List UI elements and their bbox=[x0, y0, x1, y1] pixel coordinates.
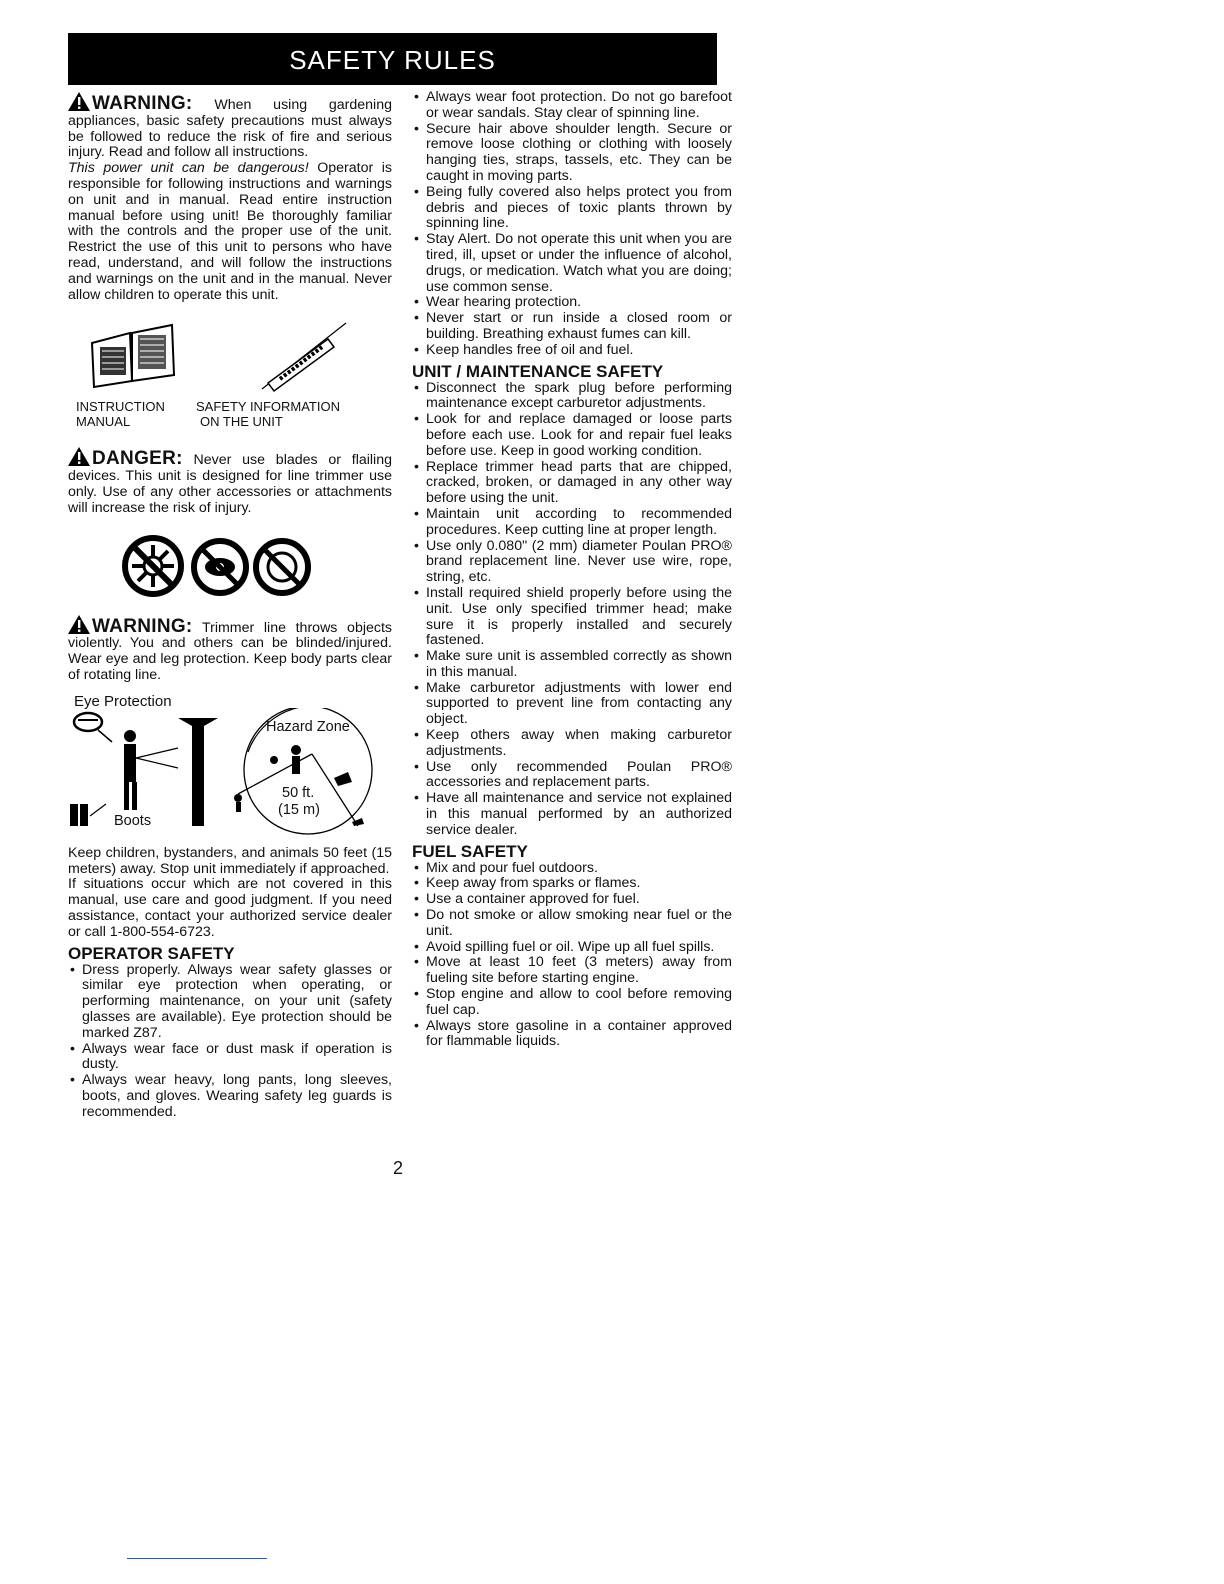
list-item: • Have all maintenance and service not explained in this manual performed by an authorized service dealer. bbox=[412, 791, 732, 838]
list-item: • Keep handles free of oil and fuel. bbox=[412, 343, 732, 359]
danger-text: Never use blades or flailing devices. This unit is designed for line trimmer use only. Use of any other accessories or attachments will increase the risk of injury. bbox=[68, 452, 392, 516]
list-item: • Do not smoke or allow smoking near fuel or the unit. bbox=[412, 908, 732, 940]
list-item: • Maintain unit according to recommended procedures. Keep cutting line at proper length. bbox=[412, 507, 732, 539]
boots-label: Boots bbox=[114, 812, 152, 829]
left-column bbox=[68, 92, 392, 1120]
bottom-rule bbox=[127, 1558, 267, 1559]
list-item: • Install required shield properly before using the unit. Use only specified trimmer head; make sure it is properly installed and securely fastened. bbox=[412, 586, 732, 649]
no-flail-icon bbox=[190, 537, 250, 597]
unit-caption-line1: SAFETY INFORMATION bbox=[196, 399, 340, 415]
fuel-safety-heading: FUEL SAFETY bbox=[412, 841, 528, 861]
list-item: • Make sure unit is assembled correctly as shown in this manual. bbox=[412, 649, 732, 681]
list-item: • Use only recommended Poulan PRO® accessories and replacement parts. bbox=[412, 760, 732, 792]
list-item: • Keep others away when making carburetor adjustments. bbox=[412, 728, 732, 760]
no-blade-icon bbox=[120, 533, 186, 599]
list-item: • Move at least 10 feet (3 meters) away from fueling site before starting engine. bbox=[412, 955, 732, 987]
list-item: • Always wear face or dust mask if operation is dusty. bbox=[68, 1042, 392, 1074]
distance-feet-label: 50 ft. bbox=[282, 784, 315, 801]
right-column bbox=[412, 90, 732, 1050]
unit-caption-line2: ON THE UNIT bbox=[200, 414, 283, 430]
eye-protection-label: Eye Protection bbox=[74, 692, 172, 710]
list-item: • Mix and pour fuel outdoors. bbox=[412, 861, 732, 877]
intro-paragraph bbox=[68, 161, 392, 303]
list-item: • Avoid spilling fuel or oil. Wipe up all fuel spills. bbox=[412, 940, 732, 956]
list-item: • Always wear heavy, long pants, long sleeves, boots, and gloves. Wearing safety leg guards is recommended. bbox=[68, 1073, 392, 1120]
warning-block-2 bbox=[68, 615, 392, 684]
safety-alert-triangle-icon bbox=[68, 92, 90, 111]
keep-away-paragraph: Keep children, bystanders, and animals 50 feet (15 meters) away. Stop unit immediately if approached. bbox=[68, 844, 392, 877]
list-item: • Being fully covered also helps protect you from debris and pieces of toxic plants thrown by spinning line. bbox=[412, 185, 732, 232]
maintenance-safety-heading: UNIT / MAINTENANCE SAFETY bbox=[412, 361, 664, 381]
list-item: • Stay Alert. Do not operate this unit when you are tired, ill, upset or under the influence of alcohol, drugs, or medication. Watch what you are doing; use common sense. bbox=[412, 232, 732, 295]
list-item: • Keep away from sparks or flames. bbox=[412, 876, 732, 892]
list-item: • Wear hearing protection. bbox=[412, 295, 732, 311]
warning-label: WARNING: bbox=[92, 93, 193, 114]
list-item: • Dress properly. Always wear safety glasses or similar eye protection when operating, or performing maintenance, on your unit (safety glasses are available). Eye protection should be marked Z87. bbox=[68, 963, 392, 1042]
list-item: • Secure hair above shoulder length. Secure or remove loose clothing or clothing with loosely hanging ties, straps, tassels, etc. They can be caught in moving parts. bbox=[412, 122, 732, 185]
operator-safety-list-continued bbox=[412, 90, 732, 359]
list-item: • Always wear foot protection. Do not go barefoot or wear sandals. Stay clear of spinning line. bbox=[412, 90, 732, 122]
page-number: 2 bbox=[393, 1158, 404, 1178]
warning-text: Trimmer line throws objects violently. You and others can be blinded/injured. Wear eye and leg protection. Keep body parts clear of rotating line. bbox=[68, 619, 393, 683]
no-disc-icon bbox=[252, 537, 312, 597]
list-item: • Look for and replace damaged or loose parts before each use. Look for and repair fuel leaks before use. Keep in good working condition. bbox=[412, 412, 732, 459]
manual-caption-line1: INSTRUCTION bbox=[76, 399, 165, 415]
danger-block bbox=[68, 447, 392, 516]
safety-decal-icon bbox=[258, 317, 358, 397]
fuel-safety-list bbox=[412, 861, 732, 1051]
list-item: • Use only 0.080" (2 mm) diameter Poulan PRO® brand replacement line. Never use wire, rope, string, etc. bbox=[412, 539, 732, 586]
list-item: • Make carburetor adjustments with lower end supported to prevent line from contacting any object. bbox=[412, 681, 732, 728]
distance-meters-label: (15 m) bbox=[278, 801, 320, 818]
safety-alert-triangle-icon bbox=[68, 447, 90, 466]
maintenance-safety-list bbox=[412, 381, 732, 839]
operator-safety-list bbox=[68, 963, 392, 1121]
safety-alert-triangle-icon bbox=[68, 615, 90, 634]
hazard-zone-label: Hazard Zone bbox=[266, 718, 350, 735]
figure-captions bbox=[68, 399, 392, 433]
list-item: • Always store gasoline in a container approved for flammable liquids. bbox=[412, 1019, 732, 1051]
figures-row bbox=[68, 317, 392, 399]
danger-label: DANGER: bbox=[92, 448, 183, 470]
operator-safety-heading: OPERATOR SAFETY bbox=[68, 943, 235, 963]
intro-emphasis: This power unit can be dangerous! bbox=[68, 160, 309, 177]
intro-text: Operator is responsible for following instructions and warnings on unit and in manual. Read entire instruction manual before using unit! Be thoroughly familiar with the controls and the proper use of the unit. Restrict the use of this unit to persons who have read, understand, and will follow the instructions and warnings on the unit and in the manual. Never allow children to operate this unit. bbox=[68, 160, 392, 303]
hazard-zone-figure bbox=[68, 690, 392, 838]
situations-paragraph: If situations occur which are not covered in this manual, use care and good judgment. If you need assistance, contact your authorized service dealer or call 1-800-554-6723. bbox=[68, 876, 392, 940]
list-item: • Disconnect the spark plug before performing maintenance except carburetor adjustments. bbox=[412, 381, 732, 413]
page-title: SAFETY RULES bbox=[68, 33, 717, 85]
warning-text: When using gardening appliances, basic safety precautions must always be followed to reduce the risk of fire and serious injury. Read and follow all instructions. bbox=[68, 97, 392, 161]
list-item: • Replace trimmer head parts that are chipped, cracked, broken, or damaged in any other way before using the unit. bbox=[412, 460, 732, 507]
prohibited-attachments bbox=[68, 529, 392, 609]
manual-caption-line2: MANUAL bbox=[76, 414, 131, 430]
instruction-manual-icon bbox=[88, 321, 178, 391]
warning-label: WARNING: bbox=[92, 615, 193, 637]
list-item: • Use a container approved for fuel. bbox=[412, 892, 732, 908]
list-item: • Stop engine and allow to cool before removing fuel cap. bbox=[412, 987, 732, 1019]
list-item: • Never start or run inside a closed room or building. Breathing exhaust fumes can kill. bbox=[412, 311, 732, 343]
warning-block bbox=[68, 92, 392, 161]
